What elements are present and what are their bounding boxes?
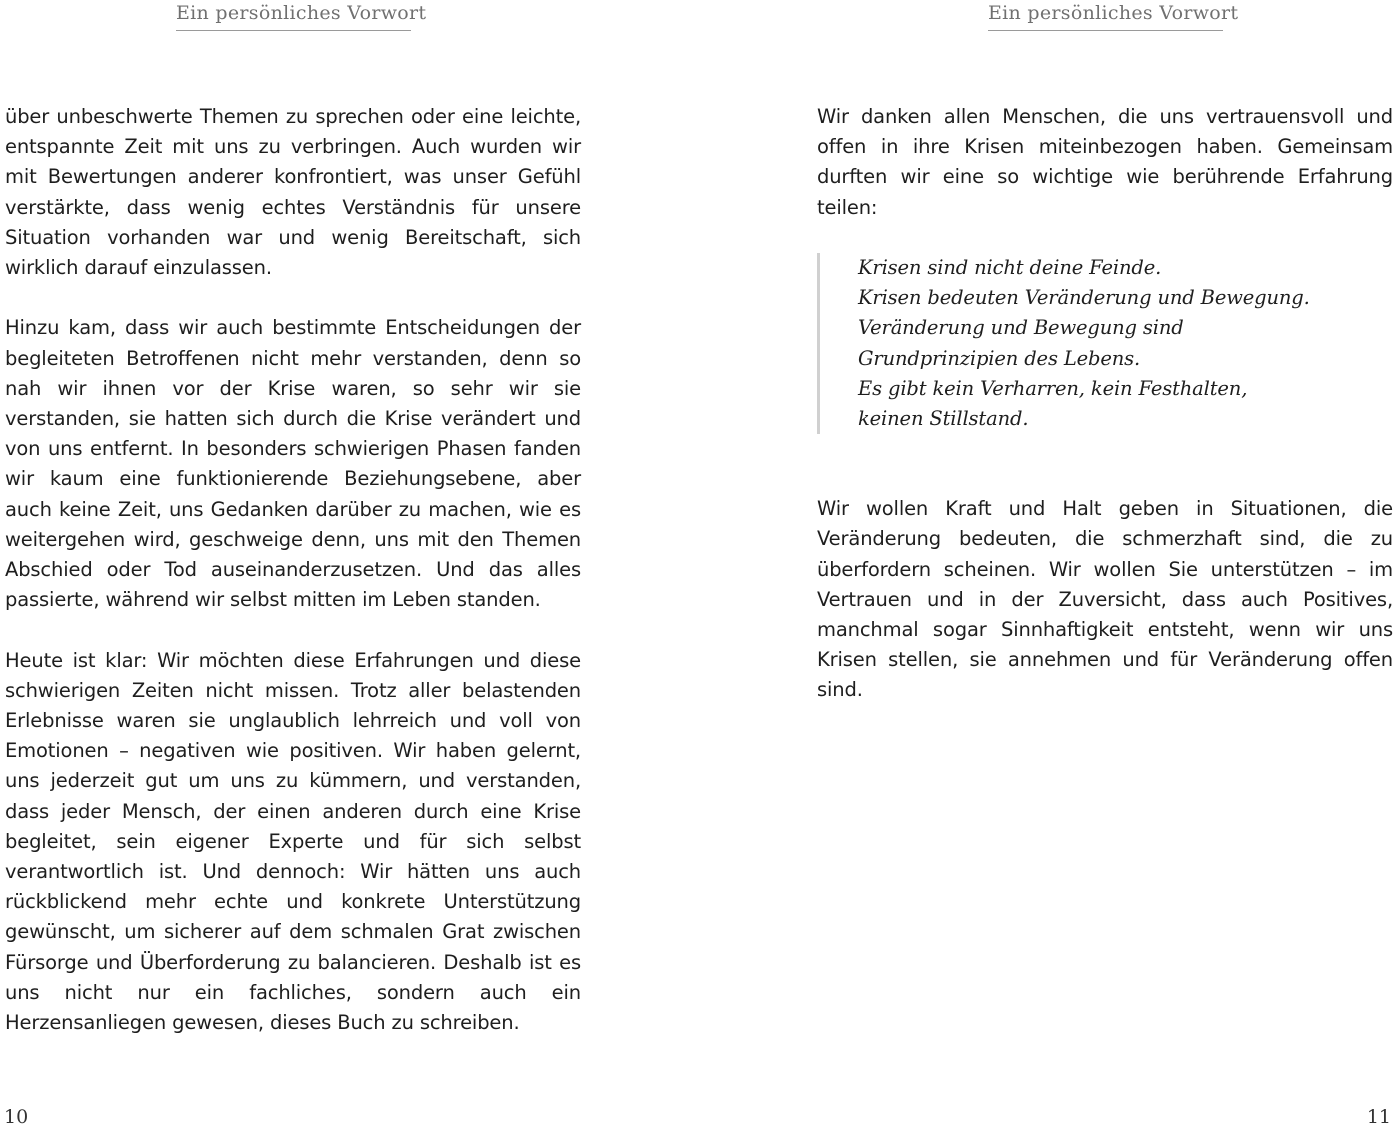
right-page — [700, 0, 1397, 1129]
left-body-text — [5, 102, 581, 1068]
running-head-left: Ein persönliches Vorwort — [176, 2, 411, 31]
quote-line: Veränderung und Bewegung sind — [858, 316, 1184, 340]
intro-paragraph: Wir danken allen Menschen, die uns vertrauensvoll und offen in ihre Krisen miteinbezogen haben. Gemeinsam durften wir eine so wichtige wie berührende Erfahrung teilen: — [817, 105, 1393, 219]
quote-line: Krisen sind nicht deine Feinde. — [858, 256, 1162, 279]
paragraph: Heute ist klar: Wir möchten diese Erfahrungen und diese schwierigen Zeiten nicht missen. Trotz aller belastenden Erlebnisse waren sie unglaublich lehrreich und voll von Emotionen – negativen wie positiven. Wir haben gelernt, uns jederzeit gut um uns zu kümmern, und verstanden, dass jeder Mensch, der einen anderen durch eine Krise begleitet, sein eigener Experte und für sich selbst verantwortlich ist. Und dennoch: Wir hätten uns auch rückblickend mehr echte und konkrete Unterstützung gewünscht, um sicherer auf dem schmalen Grat zwischen Fürsorge und Überforderung zu balancieren. Deshalb ist es uns nicht nur ein fachliches, sondern auch ein Herzensanliegen gewesen, dieses Buch zu schreiben. — [5, 648, 581, 1035]
blockquote — [817, 253, 1393, 434]
quote-line: Krisen bedeuten Veränderung und Bewegung. — [858, 286, 1310, 310]
quote-line: Grundprinzipien des Lebens. — [858, 346, 1141, 370]
quote-line: Es gibt kein Verharren, kein Festhalten, — [858, 376, 1248, 400]
closing-paragraph: Wir wollen Kraft und Halt geben in Situationen, die Veränderung bedeuten, die schmerzhaft sind, die zu überfordern scheinen. Wir wollen Sie unterstützen – im Vertrauen und in der Zuversicht, dass auch Positives, manchmal sogar Sinnhaftigkeit entsteht, wenn wir uns Krisen stellen, sie annehmen und für Veränderung offen sind. — [817, 497, 1393, 702]
paragraph: Hinzu kam, dass wir auch bestimmte Entscheidungen der begleiteten Betroffenen nicht mehr verstanden, denn so nah wir ihnen vor der Krise waren, so sehr wir sie verstanden, sie hatten sich durch die Krise verändert und von uns entfernt. In besonders schwierigen Phasen fanden wir kaum eine funktionierende Beziehungsebene, aber auch keine Zeit, uns Gedanken darüber zu machen, wie es weitergehen wird, geschweige denn, uns mit den Themen Abschied oder Tod auseinanderzusetzen. Und das alles passierte, während wir selbst mitten im Leben standen. — [5, 316, 581, 612]
left-page — [0, 0, 640, 1129]
page-number-left: 10 — [4, 1106, 29, 1128]
running-head-right: Ein persönliches Vorwort — [988, 2, 1223, 31]
page-number-right: 11 — [1366, 1106, 1391, 1128]
right-body-text — [817, 102, 1393, 736]
quote-line: keinen Stillstand. — [858, 407, 1029, 431]
paragraph: über unbeschwerte Themen zu sprechen oder eine leichte, entspannte Zeit mit uns zu verbringen. Auch wurden wir mit Bewertungen anderer konfrontiert, was unser Gefühl verstärkte, dass wenig echtes Verständnis für unsere Situation vorhanden war und wenig Bereitschaft, sich wirklich darauf einzulassen. — [5, 105, 581, 280]
